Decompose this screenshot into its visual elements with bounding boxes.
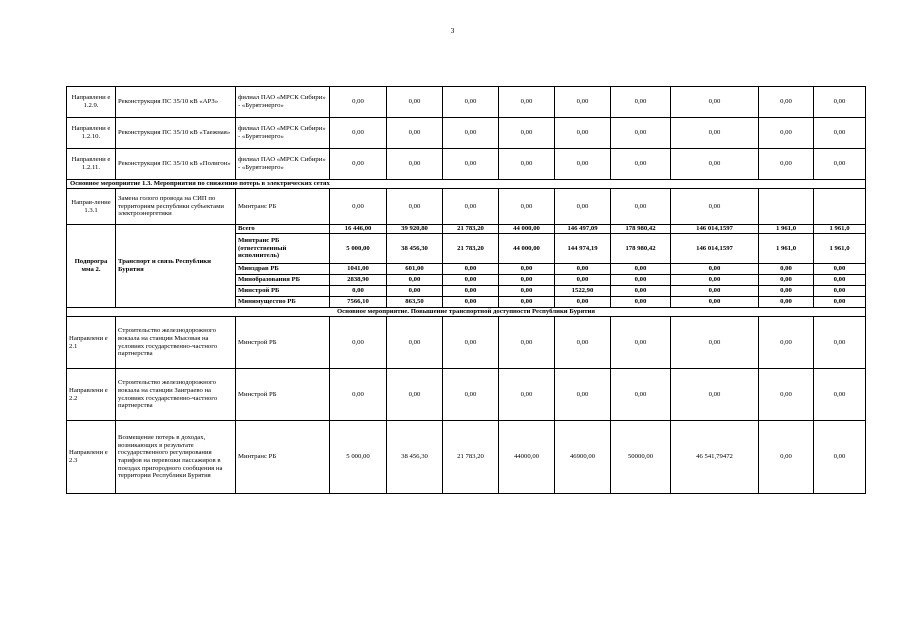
value-cell: 0,00: [555, 317, 611, 369]
table-body: [67, 87, 866, 494]
value-cell: 0,00: [671, 149, 759, 180]
section-title: Основное мероприятие 1.3. Мероприятия по снижению потерь в электрических сетях: [67, 180, 866, 189]
row-executor: Минтранс РБ (ответственный исполнитель): [236, 234, 330, 264]
value-cell: 0,00: [499, 118, 555, 149]
row-executor: Минтранс РБ: [236, 421, 330, 494]
value-cell: 0,00: [499, 317, 555, 369]
value-cell: 5 000,00: [330, 234, 387, 264]
value-cell: 0,00: [759, 421, 814, 494]
value-cell: 0,00: [611, 189, 671, 225]
value-cell: 0,00: [611, 317, 671, 369]
value-cell: 0,00: [671, 297, 759, 308]
value-cell: 39 920,80: [387, 225, 443, 234]
value-cell: 0,00: [759, 369, 814, 421]
value-cell: 0,00: [555, 149, 611, 180]
row-executor: Минстрой РБ: [236, 317, 330, 369]
value-cell: 0,00: [611, 297, 671, 308]
value-cell: 0,00: [443, 189, 499, 225]
value-cell: 0,00: [443, 118, 499, 149]
value-cell: 0,00: [443, 286, 499, 297]
value-cell: 0,00: [443, 149, 499, 180]
section-row: [67, 180, 866, 189]
table-row: [67, 421, 866, 494]
row-executor: Минстрой РБ: [236, 369, 330, 421]
value-cell: 0,00: [387, 118, 443, 149]
value-cell: 50000,00: [611, 421, 671, 494]
value-cell: 0,00: [814, 286, 866, 297]
value-cell: 46900,00: [555, 421, 611, 494]
section-title: Основное мероприятие. Повышение транспортной доступности Республики Бурятия: [67, 308, 866, 317]
value-cell: 0,00: [387, 275, 443, 286]
value-cell: 0,00: [759, 286, 814, 297]
row-name: Реконструкция ПС 35/10 кВ «Таежная»: [116, 118, 236, 149]
value-cell: 1 961,0: [814, 225, 866, 234]
value-cell: 38 456,30: [387, 421, 443, 494]
value-cell: 0,00: [499, 369, 555, 421]
value-cell: 0,00: [330, 317, 387, 369]
value-cell: 0,00: [611, 264, 671, 275]
program-table: [66, 86, 866, 494]
section-row: [67, 308, 866, 317]
value-cell: 1522,90: [555, 286, 611, 297]
value-cell: 46 541,79472: [671, 421, 759, 494]
value-cell: 0,00: [499, 189, 555, 225]
table-row: [67, 118, 866, 149]
row-executor: Минстрой РБ: [236, 286, 330, 297]
table-row: [67, 189, 866, 225]
value-cell: 0,00: [671, 118, 759, 149]
value-cell: 0,00: [611, 286, 671, 297]
value-cell: 21 783,20: [443, 234, 499, 264]
table-row: [67, 317, 866, 369]
value-cell: 178 980,42: [611, 225, 671, 234]
value-cell: 0,00: [671, 286, 759, 297]
value-cell: 0,00: [330, 369, 387, 421]
value-cell: 0,00: [611, 369, 671, 421]
row-executor: Минздрав РБ: [236, 264, 330, 275]
value-cell: 0,00: [555, 87, 611, 118]
value-cell: 0,00: [671, 317, 759, 369]
value-cell: 7566,10: [330, 297, 387, 308]
value-cell: 178 980,42: [611, 234, 671, 264]
value-cell: 0,00: [387, 149, 443, 180]
value-cell: 0,00: [330, 118, 387, 149]
value-cell: 0,00: [330, 189, 387, 225]
table-row: [67, 87, 866, 118]
row-code: Направлени е 2.2: [67, 369, 116, 421]
value-cell: 0,00: [499, 286, 555, 297]
value-cell: [814, 189, 866, 225]
value-cell: 0,00: [499, 264, 555, 275]
value-cell: 146 497,09: [555, 225, 611, 234]
value-cell: 0,00: [759, 149, 814, 180]
value-cell: 0,00: [387, 87, 443, 118]
value-cell: 0,00: [671, 264, 759, 275]
value-cell: 0,00: [555, 189, 611, 225]
value-cell: 0,00: [611, 118, 671, 149]
subprogram-code: Подпрогра мма 2.: [67, 225, 116, 308]
row-name: Реконструкция ПС 35/10 кВ «Полигон»: [116, 149, 236, 180]
value-cell: 44 000,00: [499, 234, 555, 264]
value-cell: 44 000,00: [499, 225, 555, 234]
value-cell: 0,00: [499, 87, 555, 118]
value-cell: 0,00: [611, 275, 671, 286]
value-cell: 0,00: [814, 87, 866, 118]
value-cell: 0,00: [814, 369, 866, 421]
value-cell: 0,00: [611, 149, 671, 180]
row-executor: филиал ПАО «МРСК Сибири» - «Бурятэнерго»: [236, 149, 330, 180]
row-executor: Минтранс РБ: [236, 189, 330, 225]
value-cell: 1 961,0: [759, 225, 814, 234]
value-cell: 0,00: [814, 149, 866, 180]
value-cell: 144 974,19: [555, 234, 611, 264]
value-cell: 0,00: [814, 421, 866, 494]
value-cell: 0,00: [387, 317, 443, 369]
value-cell: 0,00: [759, 317, 814, 369]
row-code: Направлени е 1.2.11.: [67, 149, 116, 180]
value-cell: 0,00: [330, 87, 387, 118]
value-cell: 0,00: [671, 369, 759, 421]
row-code: Направ-ление 1.3.1: [67, 189, 116, 225]
value-cell: 0,00: [387, 369, 443, 421]
value-cell: 0,00: [443, 317, 499, 369]
row-code: Направлени е 2.3: [67, 421, 116, 494]
page-number: 3: [450, 26, 455, 35]
value-cell: 0,00: [499, 297, 555, 308]
value-cell: 0,00: [443, 275, 499, 286]
value-cell: 16 446,00: [330, 225, 387, 234]
value-cell: 1041,00: [330, 264, 387, 275]
value-cell: 863,50: [387, 297, 443, 308]
value-cell: 0,00: [759, 118, 814, 149]
value-cell: 0,00: [387, 189, 443, 225]
value-cell: 0,00: [814, 297, 866, 308]
value-cell: 44000,00: [499, 421, 555, 494]
row-name: Замена голого провода на СИП по территориям республики субъектами электроэнергетики: [116, 189, 236, 225]
row-name: Возмещение потерь в доходах, возникающих в результате государственного регулирования тарифов на перевозки пассажиров в поездах пригородного сообщения на территории Республики Бурятия: [116, 421, 236, 494]
value-cell: 146 014,1597: [671, 225, 759, 234]
value-cell: 1 961,0: [759, 234, 814, 264]
row-executor: Минобразования РБ: [236, 275, 330, 286]
value-cell: 0,00: [611, 87, 671, 118]
value-cell: 21 783,20: [443, 421, 499, 494]
row-executor: филиал ПАО «МРСК Сибири» - «Бурятэнерго»: [236, 87, 330, 118]
value-cell: 0,00: [443, 297, 499, 308]
value-cell: 21 783,20: [443, 225, 499, 234]
value-cell: 0,00: [387, 286, 443, 297]
value-cell: 0,00: [443, 87, 499, 118]
value-cell: 0,00: [443, 369, 499, 421]
value-cell: 5 000,00: [330, 421, 387, 494]
subprogram-name: Транспорт и связь Республики Бурятия: [116, 225, 236, 308]
value-cell: 0,00: [555, 369, 611, 421]
value-cell: 0,00: [499, 149, 555, 180]
value-cell: 0,00: [759, 264, 814, 275]
value-cell: 0,00: [330, 286, 387, 297]
value-cell: 0,00: [499, 275, 555, 286]
subprogram-total-row: [67, 225, 866, 234]
value-cell: 0,00: [555, 264, 611, 275]
table-row: [67, 369, 866, 421]
value-cell: 0,00: [671, 189, 759, 225]
row-name: Строительство железнодорожного вокзала на станции Заиграево на условиях государственно-частного партнерства: [116, 369, 236, 421]
value-cell: 0,00: [443, 264, 499, 275]
value-cell: 0,00: [814, 317, 866, 369]
value-cell: 0,00: [759, 297, 814, 308]
value-cell: 1 961,0: [814, 234, 866, 264]
row-code: Направлени е 1.2.10.: [67, 118, 116, 149]
value-cell: 0,00: [759, 87, 814, 118]
value-cell: 0,00: [671, 275, 759, 286]
row-executor: филиал ПАО «МРСК Сибири» - «Бурятэнерго»: [236, 118, 330, 149]
row-code: Направлени е 2.1: [67, 317, 116, 369]
table-row: [67, 149, 866, 180]
value-cell: 0,00: [814, 118, 866, 149]
value-cell: 0,00: [330, 149, 387, 180]
value-cell: 0,00: [759, 275, 814, 286]
value-cell: 38 456,30: [387, 234, 443, 264]
value-cell: 146 014,1597: [671, 234, 759, 264]
value-cell: [759, 189, 814, 225]
row-executor: Всего: [236, 225, 330, 234]
row-name: Строительство железнодорожного вокзала на станции Мысовая на условиях государственно-частного партнерства: [116, 317, 236, 369]
value-cell: 0,00: [814, 264, 866, 275]
value-cell: 0,00: [671, 87, 759, 118]
value-cell: 0,00: [555, 275, 611, 286]
value-cell: 601,00: [387, 264, 443, 275]
value-cell: 2838,90: [330, 275, 387, 286]
row-executor: Минимущество РБ: [236, 297, 330, 308]
row-code: Направлени е 1.2.9.: [67, 87, 116, 118]
value-cell: 0,00: [814, 275, 866, 286]
row-name: Реконструкция ПС 35/10 кВ «АРЗ»: [116, 87, 236, 118]
value-cell: 0,00: [555, 297, 611, 308]
value-cell: 0,00: [555, 118, 611, 149]
